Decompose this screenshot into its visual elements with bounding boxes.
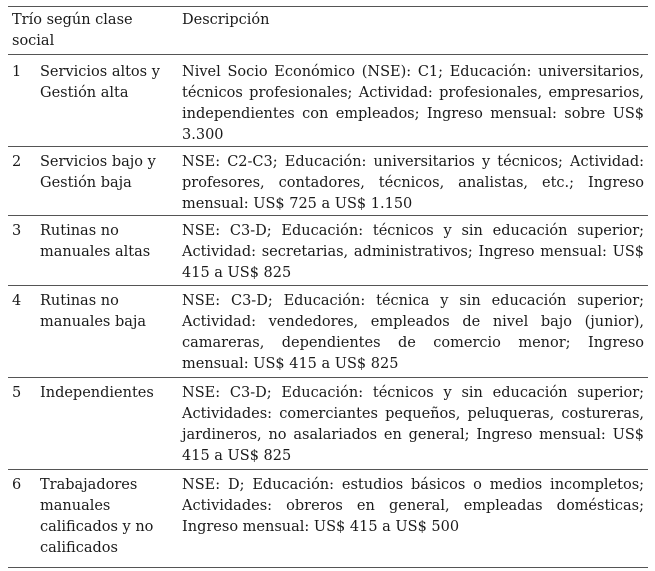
table-body [8, 55, 648, 562]
table-header [8, 7, 648, 55]
header-descripcion: Descripción [178, 7, 648, 55]
table-row [8, 216, 648, 286]
class-trio-table [8, 6, 648, 568]
row-trio: Trabajadores manuales calificados y no calificados [40, 477, 154, 556]
table-row [8, 147, 648, 216]
row-description: NSE: C3-D; Educación: técnica y sin educación superior; Actividad: vendedores, empleados de nivel bajo (junior), camareras, dependientes de comercio menor; Ingreso mensual: US$ 415 a US$ 825 [182, 293, 645, 372]
table-row [8, 55, 648, 147]
table-row [8, 286, 648, 378]
row-number: 5 [12, 385, 22, 401]
header-trio: Trío según clase social [8, 7, 178, 55]
row-description: NSE: C2-C3; Educación: universitarios y técnicos; Actividad: profesores, contadores, técnicos, analistas, etc.; Ingreso mensual: US$ 725 a US$ 1.150 [182, 154, 645, 212]
row-description: NSE: D; Educación: estudios básicos o medios incompletos; Actividades: obreros en general, empleadas domésticas; Ingreso mensual: US$ 415 a US$ 500 [182, 477, 645, 535]
row-number: 6 [12, 477, 22, 493]
row-description: Nivel Socio Económico (NSE): C1; Educación: universitarios, técnicos profesionales; Actividad: profesionales, empresarios, independientes con empleados; Ingreso mensual: sobre US$ 3.300 [182, 64, 645, 143]
row-description: NSE: C3-D; Educación: técnicos y sin educación superior; Actividades: comerciantes pequeños, peluqueras, costureras, jardineros, no asalariados en general; Ingreso mensual: US$ 415 a US$ 825 [182, 385, 645, 464]
row-trio: Rutinas no manuales baja [40, 293, 147, 330]
row-trio: Independientes [40, 385, 154, 401]
table-row [8, 378, 648, 470]
row-trio: Servicios altos y Gestión alta [40, 64, 160, 101]
row-trio: Rutinas no manuales altas [40, 223, 151, 260]
row-trio: Servicios bajo y Gestión baja [40, 154, 156, 191]
row-description: NSE: C3-D; Educación: técnicos y sin educación superior; Actividad: secretarias, administrativos; Ingreso mensual: US$ 415 a US$ 825 [182, 223, 645, 281]
table-row [8, 470, 648, 562]
row-number: 3 [12, 223, 22, 239]
row-number: 1 [12, 64, 22, 80]
table [8, 7, 648, 561]
row-number: 2 [12, 154, 22, 170]
row-number: 4 [12, 293, 22, 309]
